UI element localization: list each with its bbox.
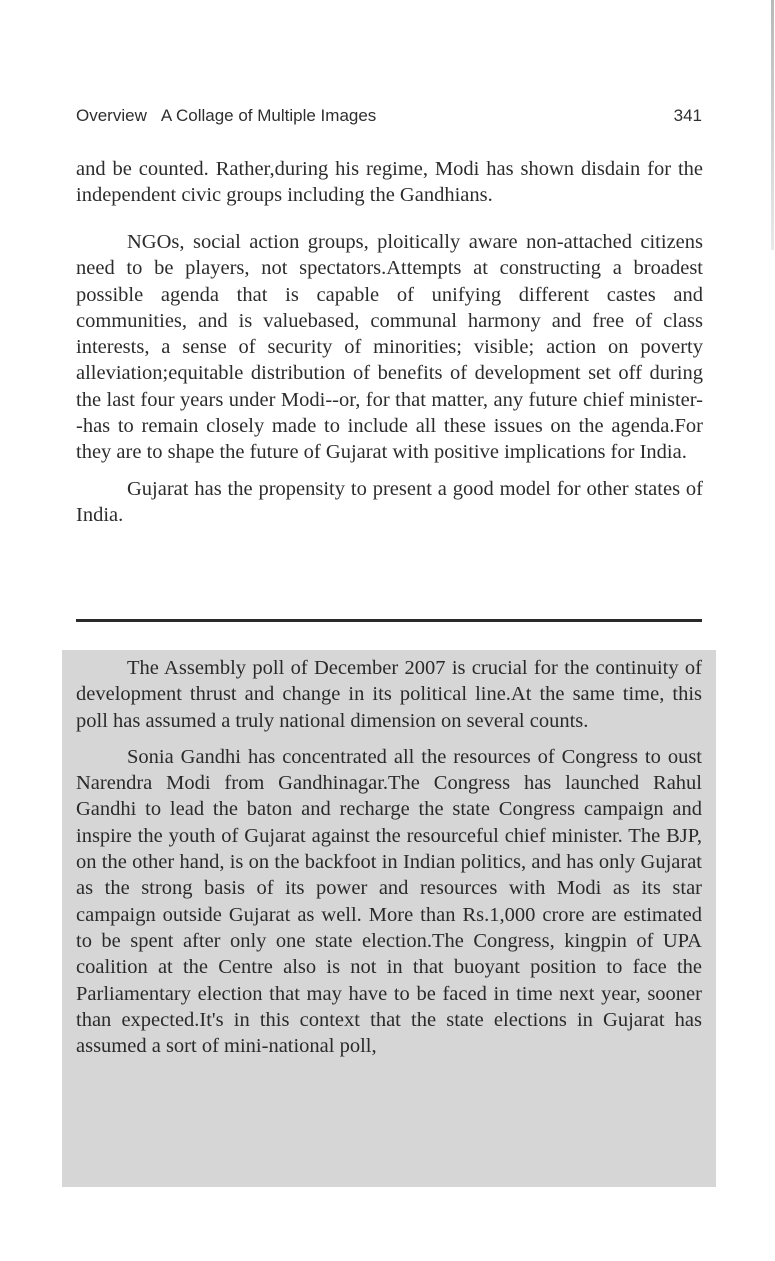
paragraph-ngos: NGOs, social action groups, ploitically aware non-attached citizens need to be players, not spectators.Attempts at constructing a broadest possible agenda that is capable of unifying different castes and communities, and is valuebased, communal harmony and free of class interests, a sense of security of minorities; visible; action on poverty alleviation;equitable distribution of benefits of development set off during the last four years under Modi--or, for that matter, any future chief minister--has to remain closely made to include all these issues on the agenda.For they are to shape the future of Gujarat with positive implications for India. (76, 231, 703, 464)
body-text-top (76, 156, 703, 209)
paragraph-continued: and be counted. Rather,during his regime, Modi has shown disdain for the independent civic groups including the Gandhians. (76, 158, 703, 207)
box-paragraph-assembly-poll: The Assembly poll of December 2007 is crucial for the continuity of development thrust and change in its political line.At the same time, this poll has assumed a truly national dimension on several counts. (76, 657, 702, 732)
page-number: 341 (673, 106, 702, 125)
running-header (76, 106, 702, 126)
paragraph-gujarat-model: Gujarat has the propensity to present a good model for other states of India. (76, 477, 703, 526)
running-header-title (76, 106, 390, 126)
box-paragraph-sonia-gandhi: Sonia Gandhi has concentrated all the resources of Congress to oust Narendra Modi from Gandhinagar.The Congress has launched Rahul Gandhi to lead the baton and recharge the state Congress campaign and inspire the youth of Gujarat against the resourceful chief minister. The BJP, on the other hand, is on the backfoot in Indian politics, and has only Gujarat as the strong basis of its power and resources with Modi as its star campaign outside Gujarat as well. More than Rs.1,000 crore are estimated to be spent after only one state election.The Congress, kingpin of UPA coalition at the Centre also is not in that buoyant position to face the Parliamentary election that may have to be faced in time next year, sooner than expected.It's in this context that the state elections in Gujarat has assumed a sort of mini-national poll, (76, 745, 702, 1058)
body-text-main (76, 229, 703, 528)
shaded-sidebar-box (62, 650, 716, 1187)
page-edge-line (771, 0, 774, 250)
chapter-title: A Collage of Multiple Images (160, 106, 377, 125)
box-text (76, 655, 702, 1059)
section-label: Overview (76, 106, 147, 125)
section-divider-rule (76, 619, 702, 622)
